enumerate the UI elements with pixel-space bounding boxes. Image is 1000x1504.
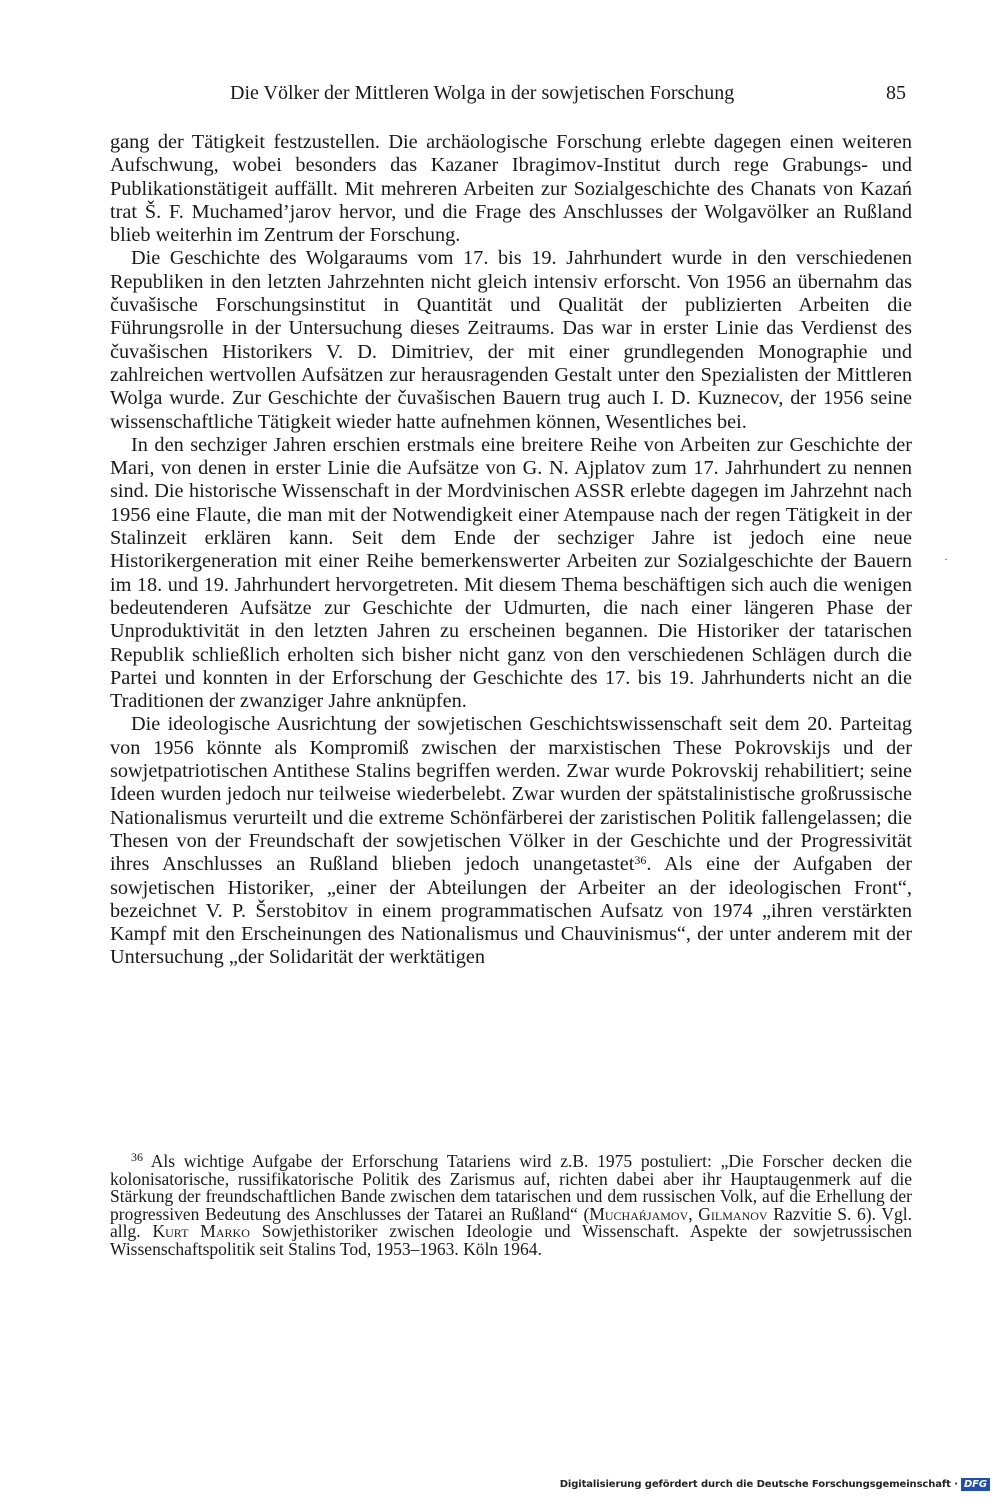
footnote-text-1: Als wichtige Aufgabe der Erforschung Tatariens wird z.B. 1975 postuliert: „Die Forscher decken die kolonisatorische, russifikatorische Politik des Zarismus auf, richten dabei aber ihr Hauptaugenmerk auf die Stärkung der freundschaftlichen Bande zwischen dem tatarischen und dem russischen Volk, auf die Erhellung der progressiven Bedeutung des Anschlusses der Tatarei an Rußland“ ( [110,1151,912,1224]
footnotes [110,1150,913,1259]
running-title: Die Völker der Mittleren Wolga in der sowjetischen Forschung [230,82,735,104]
page-number: 85 [886,82,906,104]
footnote-text-3: Razvitie S. 6). Vgl. allg. [110,1203,913,1242]
footnote-number: 36 [131,1150,143,1164]
footnote-text-2: , [688,1203,699,1224]
paragraph-4 [110,713,912,969]
running-head [110,78,910,108]
dfg-logo: DFG [961,1478,990,1491]
footnote-36 [110,1150,913,1259]
main-text [110,131,912,970]
margin-mark: · [944,552,948,566]
paragraph-3: In den sechziger Jahren erschien erstmals eine breitere Reihe von Arbeiten zur Geschichte der Mari, von denen in erster Linie die Aufsätze von G. N. Ajplatov zum 17. Jahrhundert zu nennen sind. Die historische Wissenschaft in der Mordvinischen ASSR erlebte dagegen im Jahrzehnt nach 1956 eine Flaute, die man mit der Notwendigkeit einer Atempause nach der regen Tätigkeit in der Stalinzeit erklären kann. Seit dem Ende der sechziger Jahre ist jedoch eine neue Historikergeneration mit einer Reihe bemerkenswerter Arbeiten zur Sozialgeschichte der Bauern im 18. und 19. Jahrhundert hervorgetreten. Mit diesem Thema beschäftigen sich auch die wenigen bedeutenderen Aufsätze zur Geschichte der Udmurten, die nach einer längeren Phase der Unproduktivität in den letzten Jahren zu erscheinen begannen. Die Historiker der tatarischen Republik schließlich erholten sich bisher nicht ganz von den verschiedenen Schlägen durch die Partei und konnten in der Erforschung der Geschichte des 17. bis 19. Jahrhunderts nicht an die Traditionen der zwanziger Jahre anknüpfen. [110,433,912,713]
paragraph-4-part-2: . Als eine der Aufgaben der sowjetischen Historiker, „einer der Abteilungen der Arbeiter an der ideologischen Front“, bezeichnet V. P. Šerstobitov in einem programmatischen Aufsatz von 1974 „ihren verstärkten Kampf mit den Erscheinungen des Nationalismus und Chauvinismus“, der unter anderem mit der Untersuchung „der Solidarität der werktätigen [110,853,912,969]
paragraph-4-part-1: Die ideologische Ausrichtung der sowjetischen Geschichtswissenschaft seit dem 20. Parteitag von 1956 könnte als Kompromiß zwischen der marxistischen These Pokrovskijs und der sowjetpatriotischen Antithese Stalins begriffen werden. Zwar wurde Pokrovskij rehabilitiert; seine Ideen wurden jedoch nur teilweise wiederbelebt. Zwar wurden der spätstalinistische großrussische Nationalismus verurteilt und die extreme Schönfärberei der zaristischen Politik fallengelassen; die Thesen von der Freundschaft der sowjetischen Völker in der Geschichte und der Progressivität ihres Anschlusses an Rußland blieben jedoch unangetastet [110,713,912,876]
paragraph-2: Die Geschichte des Wolgaraums vom 17. bis 19. Jahrhundert wurde in den verschiedenen Republiken in den letzten Jahrzehnten nicht gleich intensiv erforscht. Von 1956 an übernahm das čuvašische Forschungsinstitut in Quantität und Qualität der publizierten Arbeiten die Führungsrolle in der Untersuchung dieses Zeitraums. Das war in erster Linie das Verdienst des čuvašischen Historikers V. D. Dimitriev, der mit einer grundlegenden Monographie und zahlreichen wertvollen Aufsätzen zur herausragenden Gestalt unter den Spezialisten der Mittleren Wolga wurde. Zur Geschichte der čuvašischen Bauern trug auch I. D. Kuznecov, der 1956 seine wissenschaftliche Tätigkeit wieder hatte aufnehmen können, Wesentliches bei. [110,247,912,433]
footnote-author-1: Muchaŕjamov [589,1203,689,1224]
footnote-author-2: Gilmanov [698,1203,768,1224]
footnote-author-3: Kurt Marko [152,1221,250,1242]
footnote-text-4: Sowjethistoriker zwischen Ideologie und Wissenschaft. Aspekte der sowjetrussischen Wissenschaftspolitik seit Stalins Tod, 1953–1963. Köln 1964. [110,1221,912,1259]
footnote-reference: 36 [634,853,647,868]
digitization-credit [560,1476,990,1492]
digitization-credit-text: Digitalisierung gefördert durch die Deutsche Forschungsgemeinschaft · [559,1478,958,1490]
paragraph-1: gang der Tätigkeit festzustellen. Die archäologische Forschung erlebte dagegen einen weiteren Aufschwung, wobei besonders das Kazaner Ibragimov-Institut durch rege Grabungs- und Publikationstätigeit auffällt. Mit mehreren Arbeiten zur Sozialgeschichte des Chanats von Kazań trat Š. F. Muchamed’jarov hervor, und die Frage des Anschlusses der Wolgavölker an Rußland blieb weiterhin im Zentrum der Forschung. [110,131,912,247]
